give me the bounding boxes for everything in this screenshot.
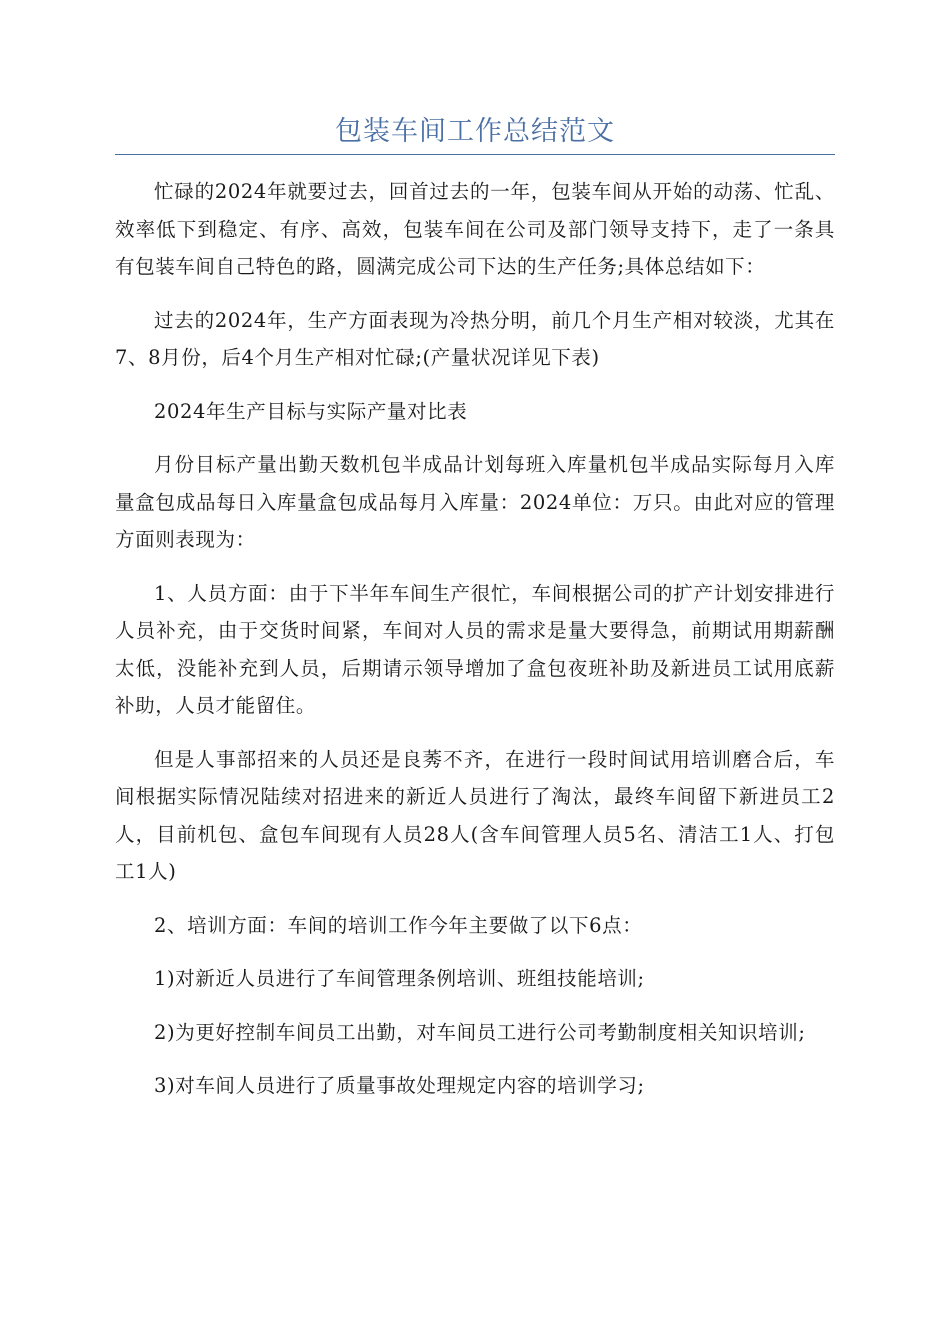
paragraph: 忙碌的2024年就要过去，回首过去的一年，包装车间从开始的动荡、忙乱、效率低下到稳定、有序、高效，包装车间在公司及部门领导支持下，走了一条具有包装车间自己特色的路，圆满完成公司下达的生产任务;具体总结如下： <box>115 180 835 278</box>
paragraph: 1、人员方面：由于下半年车间生产很忙，车间根据公司的扩产计划安排进行人员补充，由于交货时间紧，车间对人员的需求是量大要得急，前期试用期薪酬太低，没能补充到人员，后期请示领导增加了盒包夜班补助及新进员工试用底薪补助，人员才能留住。 <box>115 581 835 717</box>
list-item: 2)为更好控制车间员工出勤，对车间员工进行公司考勤制度相关知识培训; <box>154 1020 806 1044</box>
paragraph: 月份目标产量出勤天数机包半成品计划每班入库量机包半成品实际每月入库量盒包成品每日入库量盒包成品每月入库量：2024单位：万只。由此对应的管理方面则表现为： <box>115 453 835 551</box>
paragraph: 但是人事部招来的人员还是良莠不齐，在进行一段时间试用培训磨合后，车间根据实际情况陆续对招进来的新近人员进行了淘汰，最终车间留下新进员工2人，目前机包、盒包车间现有人员28人(含车间管理人员5名、清洁工1人、打包工1人) <box>115 747 835 883</box>
document-body <box>115 173 835 1121</box>
paragraph: 过去的2024年，生产方面表现为冷热分明，前几个月生产相对较淡，尤其在7、8月份，后4个月生产相对忙碌;(产量状况详见下表) <box>115 308 835 369</box>
title-underline <box>115 154 835 155</box>
document-title: 包装车间工作总结范文 <box>335 116 615 147</box>
list-item: 3)对车间人员进行了质量事故处理规定内容的培训学习; <box>154 1074 645 1097</box>
section-heading: 2、培训方面：车间的培训工作今年主要做了以下6点： <box>154 913 643 937</box>
list-item: 1)对新近人员进行了车间管理条例培训、班组技能培训; <box>154 967 645 990</box>
table-caption: 2024年生产目标与实际产量对比表 <box>154 399 468 423</box>
